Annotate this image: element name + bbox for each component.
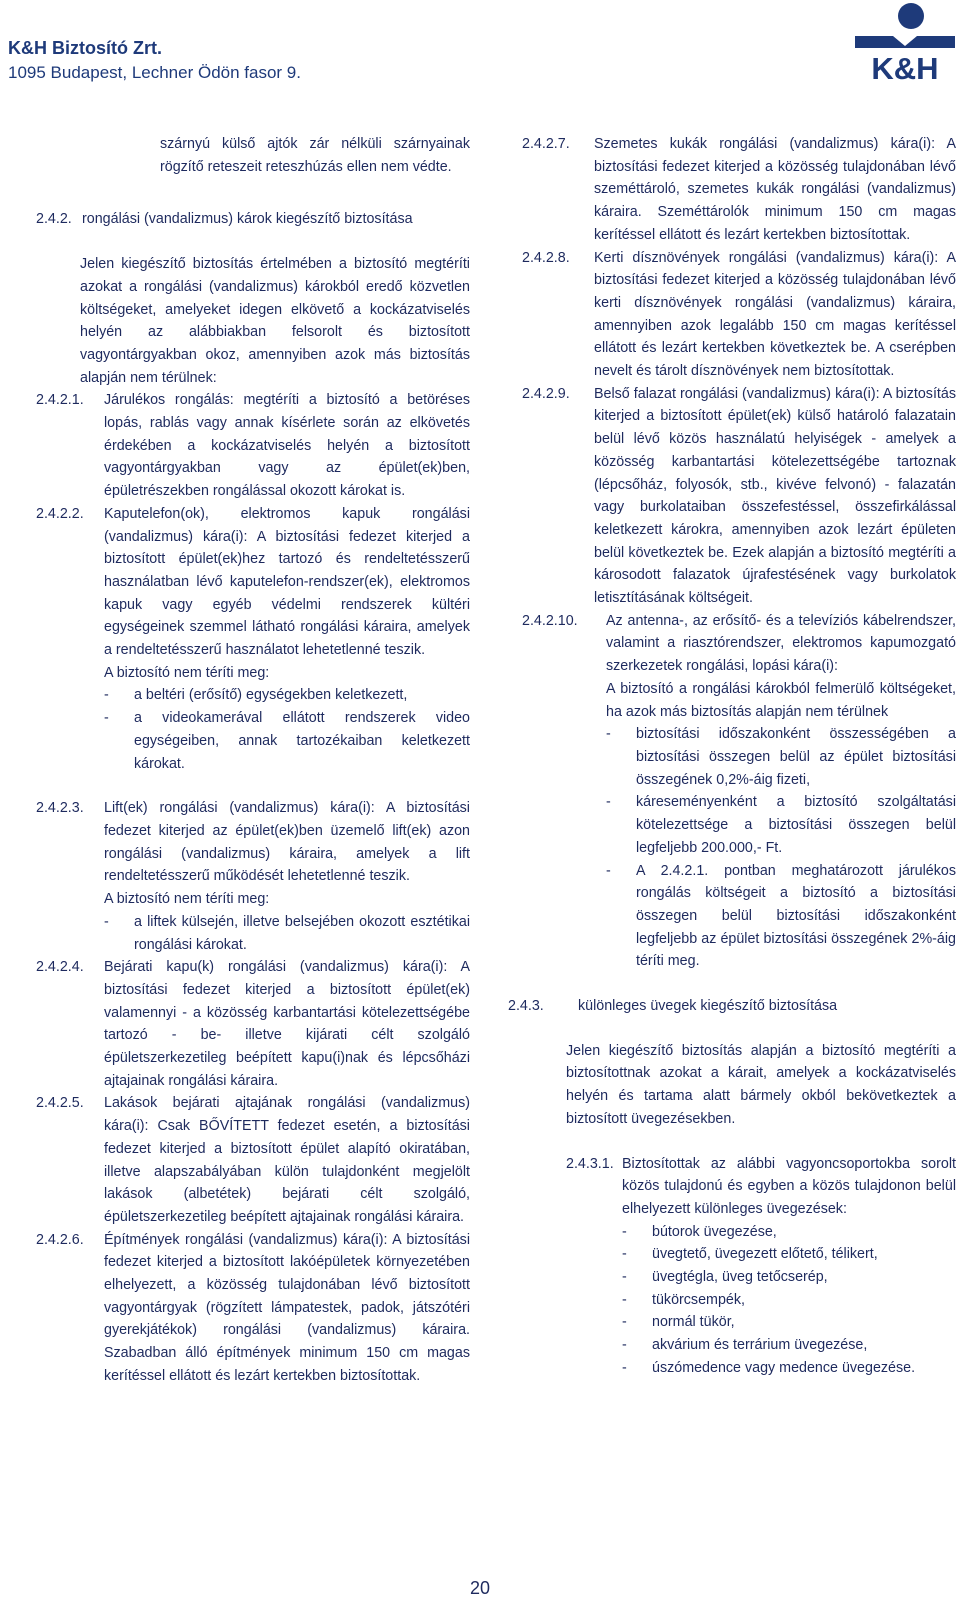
exclusion-item <box>104 707 470 775</box>
glazing-item <box>622 1243 956 1266</box>
glazing-text: úszómedence vagy medence üvegezése. <box>652 1359 916 1376</box>
glazing-text: üvegtető, üvegezett előtető, télikert, <box>652 1246 878 1263</box>
item-number: 2.4.2.9. <box>522 385 570 402</box>
header-address: 1095 Budapest, Lechner Ödön fasor 9. <box>8 63 301 82</box>
glazing-item <box>622 1334 956 1357</box>
item-number: 2.4.2.3. <box>36 800 84 817</box>
item-text: Lakások bejárati ajtajának rongálási (vandalizmus) kára(i): Csak BŐVÍTETT fedezet esetén, a biztosítási fedezet kiterjed a biztosított épület alapító okiratában, illetve alapszabályában külön tulajdonként megjelölt lakások (albetétek) bejárati célt szolgáló, épületszerkezetileg beépített ajtajainak rongálási káraira. <box>104 1095 470 1225</box>
glazing-item <box>622 1311 956 1334</box>
item-number: 2.4.2.2. <box>36 505 84 522</box>
item-2-4-2-4 <box>36 956 470 1092</box>
item-text: Belső falazat rongálási (vandalizmus) kára(i): A biztosítás kiterjed a biztosított épület(ek) külső határoló falazatain belül lévő közös használatú helyiségek - amelyek a közösség karbantartási kötelezettségébe tartoznak (lépcsőház, folyosók, stb., kivéve felvonó) - falazatán vagy burkolataiban összefestéssel, összefirkálással keletkezett károkra, amennyiben azok lezárt épületen belül következtek be. Ezek alapján a biztosító megtéríti a károsodott falazatok újrafestésének vagy burkolatok letisztításának költségeit. <box>594 385 956 607</box>
dash-bullet: - <box>622 1359 627 1376</box>
glazing-item <box>622 1266 956 1289</box>
item-number: 2.4.3.1. <box>566 1155 614 1172</box>
header-company: K&H Biztosító Zrt. <box>8 38 162 58</box>
dash-bullet: - <box>622 1314 627 1331</box>
dash-bullet: - <box>622 1223 627 1240</box>
exclusion-item <box>104 911 470 956</box>
right-column <box>508 133 956 1380</box>
kh-logo <box>855 2 955 82</box>
section-2-4-3-heading <box>508 995 956 1018</box>
limit-text: biztosítási időszakonként összességében a biztosítási összegen belül az épület biztosítási összegének 0,2%-áig fizeti, <box>636 726 956 788</box>
glazing-item <box>622 1221 956 1244</box>
dash-bullet: - <box>622 1291 627 1308</box>
item-text: Kerti dísznövények rongálási (vandalizmus) kára(i): A biztosítási fedezet kiterjed a közösség tulajdonában lévő kerti dísznövények rongálási (vandalizmus) káraira, amennyiben azok legalább 150 cm magas kerítéssel ellátott és lezárt kertekben következtek be. A cserépben nevelt és tárolt dísznövények nem biztosítottak. <box>594 249 956 380</box>
item-2-4-2-2 <box>36 503 470 775</box>
item-text: Járulékos rongálás: megtéríti a biztosító a betöréses lopás, rablás vagy annak kísérlete során az elkövetés érdekében a kockázatviselés helyén a biztosított vagyontárgyakban vagy az épület(ek)ben, épületrészekben rongálással okozott károkat is. <box>104 392 470 500</box>
glazing-text: bútorok üvegezése, <box>652 1223 777 1240</box>
section-title: különleges üvegek kiegészítő biztosítása <box>578 998 838 1015</box>
dash-bullet: - <box>104 710 109 727</box>
kh-logo-symbol <box>855 3 955 48</box>
section-number: 2.4.3. <box>508 998 544 1015</box>
dash-bullet: - <box>622 1269 627 1286</box>
item-number: 2.4.2.8. <box>522 249 570 266</box>
glazing-text: normál tükör, <box>652 1314 735 1331</box>
dash-bullet: - <box>104 913 109 930</box>
exclusion-text: a liftek külsején, illetve belsejében okozott esztétikai rongálási károkat. <box>134 913 470 953</box>
section-intro: Jelen kiegészítő biztosítás értelmében a biztosító megtéríti azokat a rongálási (vandalizmus) károkból eredő közvetlen költségeket, amelyeket idegen elkövető a kockázatviselés helyén az alábbiakban felsorolt és biztosított vagyontárgyakban okoz, amennyiben azok más biztosítás alapján nem térülnek: <box>80 256 470 386</box>
item-2-4-2-5 <box>36 1092 470 1228</box>
exclusion-item <box>104 684 470 707</box>
item-text: Biztosítottak az alábbi vagyoncsoportokba sorolt közös tulajdonú és egyben a közös tulajdonon belül elhelyezett különleges üvegezések: <box>622 1155 956 1217</box>
section-2-4-2-heading <box>36 208 470 231</box>
item-text: Építmények rongálási (vandalizmus) kára(i): A biztosítási fedezet kiterjed a biztosított lakóépületek környezetében elhelyezett, a közösség tulajdonában lévő biztosított vagyontárgyak (rögzített lámpatestek, padok, játszótéri gyerekjátékok) rongálási (vandalizmus) káraira. Szabadban álló építmények minimum 150 cm magas kerítéssel ellátott és lezárt kertekben biztosítottak. <box>104 1231 470 1384</box>
dash-bullet: - <box>104 687 109 704</box>
item-text: Az antenna-, az erősítő- és a televíziós kábelrendszer, valamint a riasztórendszer, elektromos kapumozgató szerkezetek rongálási, lopási kára(i): <box>606 612 956 675</box>
item-2-4-2-7 <box>522 133 956 247</box>
item-2-4-3-1 <box>522 1153 956 1380</box>
left-column <box>36 133 470 1388</box>
limit-item <box>606 860 956 974</box>
item-2-4-2-3 <box>36 797 470 956</box>
item-2-4-2-9 <box>522 383 956 610</box>
item-number: 2.4.2.5. <box>36 1095 84 1112</box>
limit-item <box>606 791 956 859</box>
exclusion-heading: A biztosító nem téríti meg: <box>104 891 270 908</box>
item-number: 2.4.2.1. <box>36 392 84 409</box>
glazing-item <box>622 1357 956 1380</box>
limit-item <box>606 723 956 791</box>
item-number: 2.4.2.4. <box>36 959 84 976</box>
item-number: 2.4.2.10. <box>522 612 578 629</box>
item-text: Bejárati kapu(k) rongálási (vandalizmus) kára(i): A biztosítási fedezet kiterjed a biztosított épület(ek) valamennyi - a közösség karbantartási kötelezettségébe tartozó - be- illetve kijárati célt szolgáló épületszerkezetileg beépített kapu(i)nak és lépcsőházi ajtajainak rongálási káraira. <box>104 959 470 1089</box>
page-number: 20 <box>469 1578 491 1598</box>
item-text: Szemetes kukák rongálási (vandalizmus) kára(i): A biztosítási fedezet kiterjed a közösség tulajdonában lévő szeméttároló, szemetes kukák rongálási (vandalizmus) káraira. Szeméttárolók minimum 150 cm magas kerítéssel ellátott és lezárt kertekben biztosítottak. <box>594 136 956 243</box>
glazing-text: akvárium és terrárium üvegezése, <box>652 1337 868 1354</box>
glazing-text: üvegtégla, üveg tetőcserép, <box>652 1269 828 1286</box>
item-text: Kaputelefon(ok), elektromos kapuk rongálási (vandalizmus) kára(i): A biztosítási fedezet kiterjed a biztosított épület(ek)hez tartozó és rendeltetésszerű használatban lévő kaputelefon-rendszer(ek), elektromos kapuk vagy egyéb védelmi rendszerek kültéri egységeinek szemmel látható rongálási káraira, amelyek a rendeltetésszerű használatot lehetetlenné teszik. <box>104 505 470 659</box>
limit-text: káreseményenként a biztosító szolgáltatási kötelezettsége a biztosítási összegen belül legfeljebb 200.000,- Ft. <box>636 794 956 856</box>
exclusion-heading: A biztosító nem téríti meg: <box>104 664 270 681</box>
glazing-item <box>622 1289 956 1312</box>
kh-logo-text: K&H <box>871 51 939 82</box>
dash-bullet: - <box>606 794 611 811</box>
section-number: 2.4.2. <box>36 211 72 228</box>
intro-paragraph: szárnyú külső ajtók zár nélküli szárnyainak rögzítő reteszeit reteszhúzás ellen nem védte. <box>160 136 470 175</box>
limit-text: A 2.4.2.1. pontban meghatározott járulékos rongálás költségeit a biztosító a biztosítási összegen belül biztosítási időszakonként legfeljebb az épület biztosítási összegének 2%-áig téríti meg. <box>636 862 956 970</box>
dash-bullet: - <box>622 1246 627 1263</box>
exclusion-text: a beltéri (erősítő) egységekben keletkezett, <box>134 687 408 704</box>
dash-bullet: - <box>606 726 611 743</box>
glazing-text: tükörcsempék, <box>652 1291 745 1308</box>
item-2-4-2-1 <box>36 389 470 503</box>
item-text: Lift(ek) rongálási (vandalizmus) kára(i): A biztosítási fedezet kiterjed az épület(ek)ben üzemelő lift(ek) azon rongálási (vandalizmus) káraira, amelyek a lift rendeltetésszerű működését lehetetlenné teszik. <box>104 800 470 885</box>
item-2-4-2-10 <box>522 610 956 973</box>
section-title: rongálási (vandalizmus) károk kiegészítő biztosítása <box>82 211 413 228</box>
exclusion-text: a videokamerával ellátott rendszerek video egységeiben, annak tartozékaiban keletkezett károkat. <box>134 710 470 772</box>
dash-bullet: - <box>622 1337 627 1354</box>
item-2-4-2-8 <box>522 247 956 383</box>
item-number: 2.4.2.6. <box>36 1231 84 1248</box>
item-text-2: A biztosító a rongálási károkból felmerülő költségeket, ha azok más biztosítás alapján nem térülnek <box>606 680 956 720</box>
dash-bullet: - <box>606 862 611 879</box>
item-number: 2.4.2.7. <box>522 136 570 152</box>
item-2-4-2-6 <box>36 1229 470 1388</box>
section-2-4-3-intro: Jelen kiegészítő biztosítás alapján a biztosító megtéríti a biztosítottnak azokat a kárait, amelyek a kockázatviselés helyén és tartama alatt bármely okból bekövetkeztek a biztosított üvegezésekben. <box>566 1042 956 1127</box>
